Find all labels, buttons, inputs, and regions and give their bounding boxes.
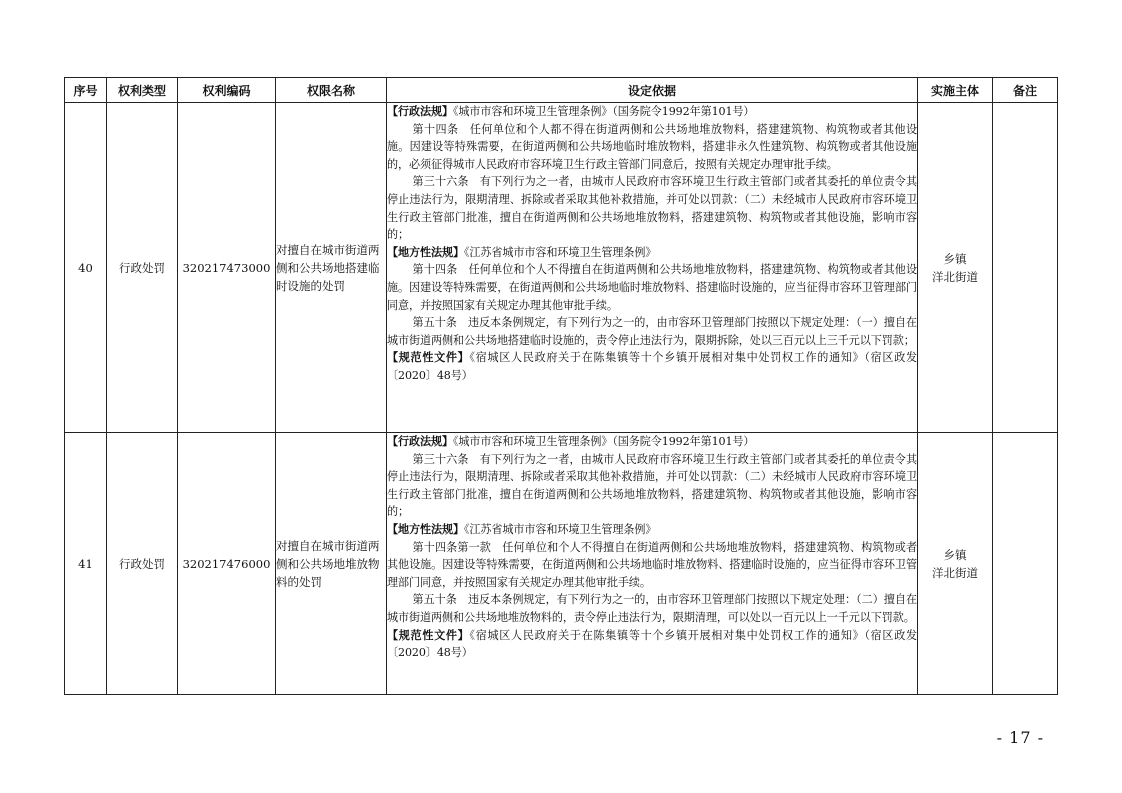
basis-paragraph	[387, 433, 917, 451]
basis-text: 第五十条 违反本条例规定，有下列行为之一的，由市容环卫管理部门按照以下规定处理：（一）擅自在城市街道两侧和公共场地搭建临时设施的，责令停止违法行为，限期拆除，处以三百元以上三千元以下罚款；	[387, 316, 917, 347]
basis-tag: 【规范性文件】	[387, 351, 470, 365]
cell-subject	[918, 103, 993, 433]
table-row	[65, 433, 1058, 695]
cell-name: 对擅自在城市街道两侧和公共场地搭建临时设施的处罚	[276, 103, 387, 433]
basis-text: 第三十六条 有下列行为之一者，由城市人民政府市容环境卫生行政主管部门或者其委托的单位责令其停止违法行为，限期清理、拆除或者采取其他补救措施，并可处以罚款：（二）未经城市人民政府市容环境卫生行政主管部门批准，擅自在街道两侧和公共场地堆放物料，搭建建筑物、构筑物或者其他设施，影响市容的；	[387, 175, 917, 242]
cell-type: 行政处罚	[107, 103, 178, 433]
cell-code: 320217473000	[178, 103, 276, 433]
basis-tag: 【行政法规】	[387, 105, 453, 118]
basis-text: 《宿城区人民政府关于在陈集镇等十个乡镇开展相对集中处罚权工作的通知》（宿区政发〔2020〕48号）	[387, 628, 917, 660]
basis-text: 第十四条 任何单位和个人都不得在街道两侧和公共场地堆放物料，搭建建筑物、构筑物或者其他设施。因建设等特殊需要，在街道两侧和公共场地临时堆放物料，搭建非永久性建筑物、构筑物或者其他设施的，必须征得城市人民政府市容环境卫生行政主管部门同意后，按照有关规定办理审批手续。	[387, 122, 917, 171]
cell-subject	[918, 433, 993, 695]
basis-paragraph	[387, 261, 917, 314]
cell-remark	[993, 433, 1058, 695]
basis-tag: 【地方性法规】	[387, 522, 464, 536]
basis-text: 第三十六条 有下列行为之一者，由城市人民政府市容环境卫生行政主管部门或者其委托的单位责令其停止违法行为，限期清理、拆除或者采取其他补救措施，并可处以罚款：（二）未经城市人民政府市容环境卫生行政主管部门批准，擅自在街道两侧和公共场地堆放物料，搭建建筑物、构筑物或者其他设施，影响市容的；	[387, 452, 917, 519]
basis-paragraph	[387, 314, 917, 349]
cell-name: 对擅自在城市街道两侧和公共场地堆放物料的处罚	[276, 433, 387, 695]
cell-remark	[993, 103, 1058, 433]
basis-text: 《宿城区人民政府关于在陈集镇等十个乡镇开展相对集中处罚权工作的通知》（宿区政发〔2020〕48号）	[387, 351, 917, 382]
basis-text: 《城市市容和环境卫生管理条例》（国务院令1992年第101号）	[452, 435, 755, 448]
basis-paragraph	[387, 539, 917, 592]
basis-paragraph	[387, 173, 917, 243]
basis-text: 第五十条 违反本条例规定，有下列行为之一的，由市容环卫管理部门按照以下规定处理：（二）擅自在城市街道两侧和公共场地堆放物料的，责令停止违法行为，限期清理，可以处以一百元以上一千元以下罚款。	[387, 593, 917, 624]
basis-paragraph	[387, 244, 917, 262]
basis-paragraph	[387, 103, 917, 121]
basis-paragraph	[387, 451, 917, 521]
cell-basis	[387, 103, 918, 433]
header-subject: 实施主体	[918, 78, 993, 103]
basis-paragraph	[387, 121, 917, 174]
table-header	[65, 78, 1058, 103]
subject-line: 洋北街道	[932, 565, 978, 580]
basis-paragraph	[387, 349, 917, 384]
cell-basis	[387, 433, 918, 695]
page-number: - 17 -	[996, 728, 1044, 747]
basis-paragraph	[387, 521, 917, 539]
basis-text: 第十四条第一款 任何单位和个人不得擅自在街道两侧和公共场地堆放物料，搭建建筑物、构筑物或者其他设施。因建设等特殊需要，在街道两侧和公共场地临时堆放物料、搭建临时设施的，应当征得市容环卫管理部门同意，并按照国家有关规定办理其他审批手续。	[387, 540, 917, 589]
basis-text: 第十四条 任何单位和个人不得擅自在街道两侧和公共场地堆放物料，搭建建筑物、构筑物或者其他设施。因建设等特殊需要，在街道两侧和公共场地临时堆放物料、搭建临时设施的，应当征得市容环卫管理部门同意，并按照国家有关规定办理其他审批手续。	[387, 263, 917, 312]
basis-tag: 【行政法规】	[387, 435, 453, 448]
basis-tag: 【规范性文件】	[387, 628, 470, 642]
subject-line: 洋北街道	[932, 269, 978, 284]
cell-type: 行政处罚	[107, 433, 178, 695]
basis-tag: 【地方性法规】	[387, 245, 464, 259]
basis-text: 《江苏省城市市容和环境卫生管理条例》	[463, 245, 657, 259]
cell-no: 41	[65, 433, 107, 695]
power-list-table	[64, 77, 1058, 695]
basis-text: 《江苏省城市市容和环境卫生管理条例》	[463, 522, 657, 536]
header-type: 权利类型	[107, 78, 178, 103]
header-remark: 备注	[993, 78, 1058, 103]
cell-code: 320217476000	[178, 433, 276, 695]
header-basis: 设定依据	[387, 78, 918, 103]
header-no: 序号	[65, 78, 107, 103]
basis-paragraph	[387, 627, 917, 662]
header-code: 权利编码	[178, 78, 276, 103]
basis-text: 《城市市容和环境卫生管理条例》（国务院令1992年第101号）	[452, 105, 755, 118]
table-row	[65, 103, 1058, 433]
basis-paragraph	[387, 591, 917, 626]
header-name: 权限名称	[276, 78, 387, 103]
subject-line: 乡镇	[943, 547, 967, 562]
subject-line: 乡镇	[943, 251, 967, 266]
cell-no: 40	[65, 103, 107, 433]
